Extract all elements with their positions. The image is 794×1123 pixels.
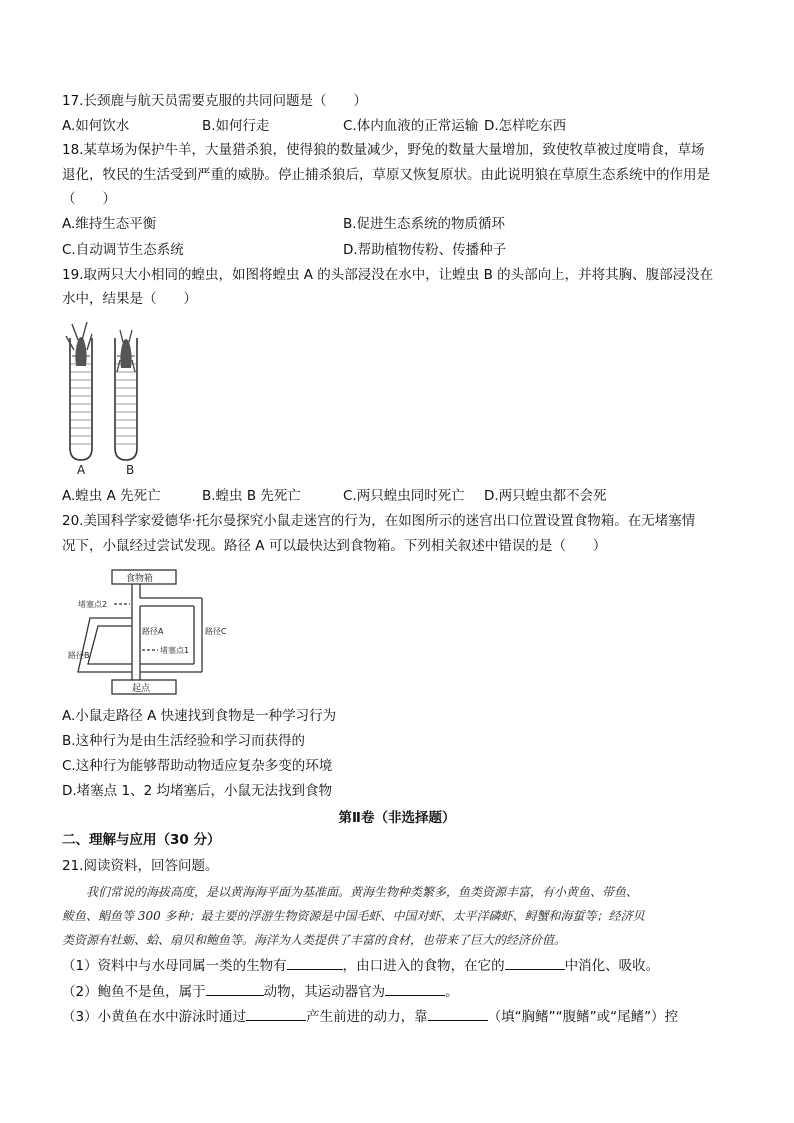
- q21-sub3-text-a: （3）小黄鱼在水中游泳时通过: [62, 1009, 247, 1025]
- q21-sub1-text-a: （1）资料中与水母同属一类的生物有: [62, 958, 287, 974]
- q19-option-b[interactable]: B.蝗虫 B 先死亡: [202, 488, 301, 504]
- q21-stem: 21.阅读资料，回答问题。: [62, 858, 219, 874]
- q21-sub2-blank1[interactable]: [206, 981, 264, 996]
- q19-option-d[interactable]: D.两只蝗虫都不会死: [484, 488, 607, 504]
- q21-sub3-text-b: 产生前进的动力，靠: [306, 1009, 428, 1025]
- q20-stem-line1: 20.美国科学家爱德华·托尔曼探究小鼠走迷宫的行为，在如图所示的迷宫出口位置设置食物箱。在无堵塞情: [62, 513, 696, 529]
- q21-sub2-blank2[interactable]: [385, 981, 445, 996]
- q21-sub2-text-a: （2）鲍鱼不是鱼，属于: [62, 984, 206, 1000]
- q21-sub2-text-c: 。: [445, 984, 459, 1000]
- maze-label-food: 食物箱: [126, 574, 154, 584]
- fig-label-a: A: [77, 463, 86, 476]
- tube-b: [115, 330, 137, 460]
- maze-label-path-a: 路径A: [142, 627, 164, 636]
- maze-label-path-c: 路径C: [205, 627, 227, 636]
- maze-label-block1: 堵塞点1: [160, 646, 190, 655]
- q20-option-b[interactable]: B.这种行为是由生活经验和学习而获得的: [62, 733, 306, 749]
- q17-stem: 17.长颈鹿与航天员需要克服的共同问题是（ ）: [62, 93, 367, 109]
- q19-stem-line2: 水中，结果是（ ）: [62, 291, 197, 307]
- q20-option-a[interactable]: A.小鼠走路径 A 快速找到食物是一种学习行为: [62, 708, 337, 724]
- q20-option-c[interactable]: C.这种行为能够帮助动物适应复杂多变的环境: [62, 758, 333, 774]
- q21-sub3-text-c: （填“胸鳍”“腹鳍”或“尾鳍”）控: [487, 1009, 679, 1025]
- section2-title: 二、理解与应用（30 分）: [62, 832, 221, 848]
- q21-sub3: [62, 1006, 678, 1026]
- q21-passage-line3: 类资源有牡蛎、蛤、扇贝和鲍鱼等。海洋为人类提供了丰富的食材，也带来了巨大的经济价值。: [62, 933, 567, 947]
- q20-option-d[interactable]: D.堵塞点 1、2 均堵塞后，小鼠无法找到食物: [62, 783, 332, 799]
- q18-option-a[interactable]: A.维持生态平衡: [62, 216, 157, 232]
- q21-sub3-blank2[interactable]: [428, 1006, 488, 1021]
- q18-option-c[interactable]: C.自动调节生态系统: [62, 242, 184, 258]
- q19-option-a[interactable]: A.蝗虫 A 先死亡: [62, 488, 161, 504]
- q21-passage-line2: 鲅鱼、鲳鱼等 300 多种；最主要的浮游生物资源是中国毛虾、中国对虾、太平洋磷虾、鲟蟹和海蜇等；经济贝: [62, 909, 645, 923]
- q21-sub1-text-b: ，由口进入的食物，在它的: [342, 958, 505, 974]
- grasshopper-b-icon: [117, 330, 135, 372]
- maze-label-start: 起点: [132, 684, 151, 694]
- q17-option-b[interactable]: B.如何行走: [202, 118, 270, 134]
- q17-option-a[interactable]: A.如何饮水: [62, 118, 130, 134]
- q21-sub3-blank1[interactable]: [246, 1006, 306, 1021]
- q21-sub1-blank2[interactable]: [505, 955, 565, 970]
- q17-option-d[interactable]: D.怎样吃东西: [484, 118, 567, 134]
- part2-title: 第Ⅱ卷（非选择题）: [338, 810, 456, 826]
- q21-passage-line1: 我们常说的海拔高度，是以黄海海平面为基准面。黄海生物种类繁多，鱼类资源丰富，有小黄鱼、带鱼、: [86, 885, 639, 899]
- q18-stem-line3: （ ）: [62, 191, 116, 207]
- q21-sub1-text-c: 中消化、吸收。: [564, 958, 660, 974]
- q18-stem-line1: 18.某草场为保护牛羊，大量猎杀狼，使得狼的数量减少，野兔的数量大量增加，致使牧草被过度啃食，草场: [62, 142, 705, 158]
- fig-label-b: B: [126, 463, 135, 476]
- q21-sub1: [62, 955, 659, 975]
- q21-passage: [62, 880, 742, 952]
- maze-figure: [68, 568, 238, 698]
- q18-stem-line2: 退化，牧民的生活受到严重的威胁。停止捕杀狼后，草原又恢复原状。由此说明狼在草原生态系统中的作用是: [62, 167, 710, 183]
- q18-option-d[interactable]: D.帮助植物传粉、传播种子: [343, 242, 507, 258]
- tube-a: [66, 322, 92, 460]
- q21-sub2: [62, 981, 459, 1001]
- q21-sub1-blank1[interactable]: [287, 955, 343, 970]
- maze-label-path-b: 路径B: [68, 651, 90, 660]
- q17-option-c[interactable]: C.体内血液的正常运输: [343, 118, 479, 134]
- maze-label-block2: 堵塞点2: [78, 600, 108, 609]
- test-tubes-figure: [60, 316, 170, 476]
- q21-sub2-text-b: 动物，其运动器官为: [263, 984, 386, 1000]
- q19-stem-line1: 19.取两只大小相同的蝗虫，如图将蝗虫 A 的头部浸没在水中，让蝗虫 B 的头部向上，并将其胸、腹部浸没在: [62, 267, 714, 283]
- q19-option-c[interactable]: C.两只蝗虫同时死亡: [343, 488, 465, 504]
- q20-stem-line2: 况下，小鼠经过尝试发现。路径 A 可以最快达到食物箱。下列相关叙述中错误的是（ ）: [62, 538, 607, 554]
- q18-option-b[interactable]: B.促进生态系统的物质循环: [343, 216, 506, 232]
